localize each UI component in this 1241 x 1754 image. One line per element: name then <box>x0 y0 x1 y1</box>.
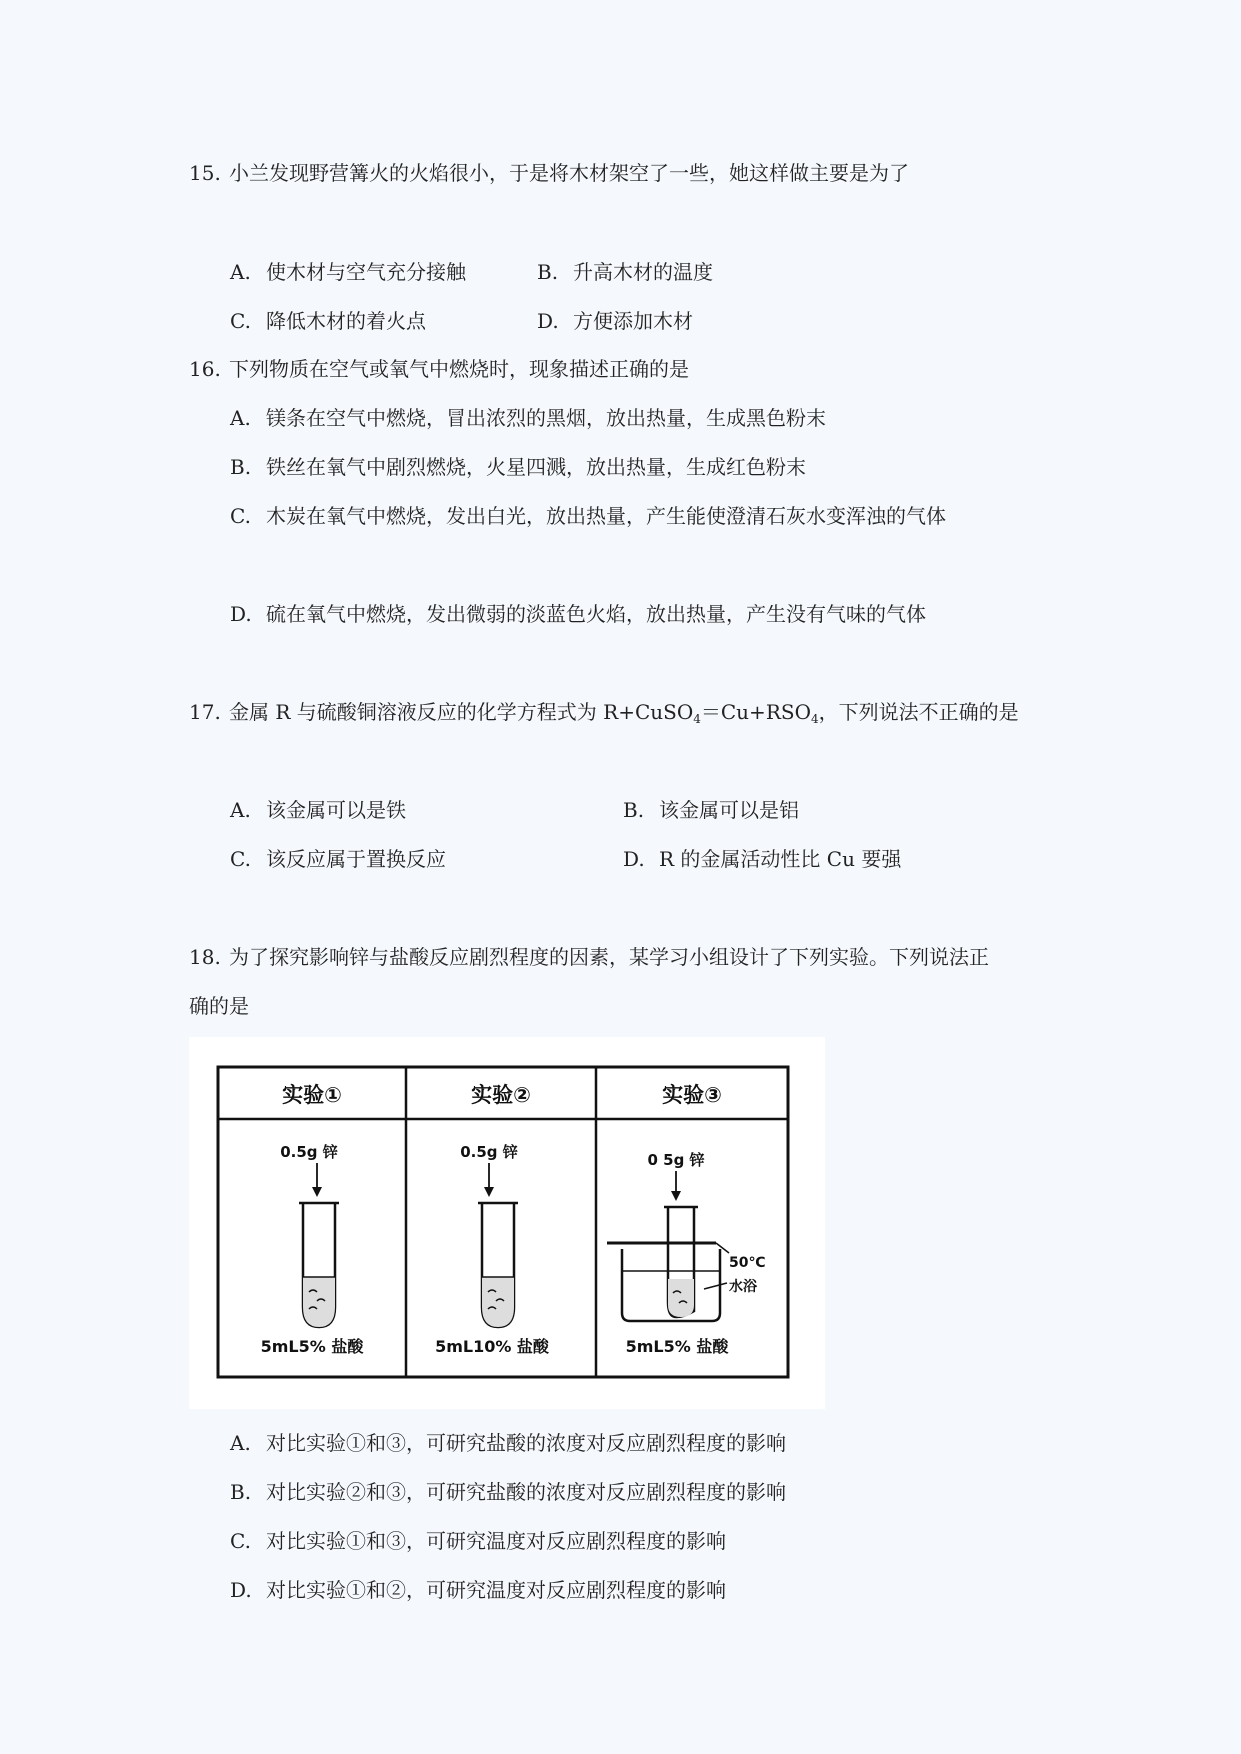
bath-label: 水浴 <box>729 1279 757 1295</box>
zinc-label-2: 0.5g 锌 <box>460 1143 518 1161</box>
option-letter: D. <box>230 1578 252 1602</box>
question-15-stem <box>189 159 909 187</box>
arrow-icon <box>671 1171 681 1201</box>
option-text: 铁丝在氧气中剧烈燃烧，火星四溅，放出热量，生成红色粉末 <box>266 455 806 479</box>
option-letter: A. <box>230 406 251 430</box>
option-letter: C. <box>230 504 251 528</box>
header-experiment-2: 实验② <box>471 1083 531 1107</box>
question-text: ，下列说法不正确的是 <box>818 700 1019 724</box>
q16-option-b <box>230 453 806 481</box>
question-text: 小兰发现野营篝火的火焰很小，于是将木材架空了一些，她这样做主要是为了 <box>229 161 909 185</box>
question-text: 下列物质在空气或氧气中燃烧时，现象描述正确的是 <box>229 357 689 381</box>
q17-option-c <box>230 845 446 873</box>
option-letter: A. <box>230 260 251 284</box>
bath-temperature: 50℃ <box>729 1255 766 1271</box>
q15-option-a <box>230 258 466 286</box>
question-16-stem <box>189 355 689 383</box>
option-letter: B. <box>623 798 645 822</box>
test-tube-icon <box>299 1203 339 1327</box>
option-letter: B. <box>230 455 252 479</box>
question-18-stem-line2: 确的是 <box>189 994 249 1018</box>
acid-label-3: 5mL5% 盐酸 <box>625 1337 729 1356</box>
option-letter: D. <box>623 847 645 871</box>
option-text: 方便添加木材 <box>573 309 693 333</box>
question-text: ＝Cu+RSO <box>700 700 811 724</box>
q16-option-d <box>230 600 926 628</box>
zinc-label-3: 0 5g 锌 <box>647 1151 705 1169</box>
water-bath-icon <box>607 1243 720 1321</box>
acid-label-1: 5mL5% 盐酸 <box>260 1337 364 1356</box>
q17-option-b <box>623 796 799 824</box>
experiment-diagram <box>189 1037 825 1409</box>
test-tube-icon <box>664 1207 698 1317</box>
q18-option-b <box>230 1478 786 1506</box>
option-letter: C. <box>230 309 251 333</box>
option-text: 升高木材的温度 <box>573 260 713 284</box>
q15-option-b <box>537 258 713 286</box>
option-text: 镁条在空气中燃烧，冒出浓烈的黑烟，放出热量，生成黑色粉末 <box>266 406 826 430</box>
q16-option-a <box>230 404 826 432</box>
header-experiment-1: 实验① <box>282 1083 342 1107</box>
option-text: 该金属可以是铁 <box>266 798 406 822</box>
option-letter: D. <box>537 309 559 333</box>
q18-option-d <box>230 1576 726 1604</box>
option-text: 木炭在氧气中燃烧，发出白光，放出热量，产生能使澄清石灰水变浑浊的气体 <box>266 504 946 528</box>
question-text: 为了探究影响锌与盐酸反应剧烈程度的因素，某学习小组设计了下列实验。下列说法正 <box>229 945 989 969</box>
option-letter: A. <box>230 798 251 822</box>
question-number: 16. <box>189 357 221 381</box>
question-text: 金属 R 与硫酸铜溶液反应的化学方程式为 R+CuSO <box>229 700 694 724</box>
question-17-stem <box>189 698 1019 726</box>
arrow-icon <box>484 1163 494 1197</box>
subscript: 4 <box>693 712 701 726</box>
question-18-stem <box>189 943 989 971</box>
arrow-icon <box>312 1163 322 1197</box>
option-letter: C. <box>230 1529 251 1553</box>
option-text: 对比实验①和②，可研究温度对反应剧烈程度的影响 <box>266 1578 726 1602</box>
option-letter: B. <box>537 260 559 284</box>
option-text: 该金属可以是铝 <box>659 798 799 822</box>
q17-option-d <box>623 845 901 873</box>
test-tube-icon <box>478 1203 518 1327</box>
experiment-figure <box>189 1037 825 1409</box>
q15-option-c <box>230 307 426 335</box>
option-text: 该反应属于置换反应 <box>266 847 446 871</box>
option-letter: B. <box>230 1480 252 1504</box>
option-text: R 的金属活动性比 Cu 要强 <box>659 847 902 871</box>
header-experiment-3: 实验③ <box>662 1083 722 1107</box>
q18-option-a <box>230 1429 786 1457</box>
option-letter: A. <box>230 1431 251 1455</box>
question-number: 18. <box>189 945 221 969</box>
q15-option-d <box>537 307 693 335</box>
option-text: 对比实验①和③，可研究温度对反应剧烈程度的影响 <box>266 1529 726 1553</box>
acid-label-2: 5mL10% 盐酸 <box>435 1337 549 1356</box>
option-text: 对比实验①和③，可研究盐酸的浓度对反应剧烈程度的影响 <box>266 1431 786 1455</box>
option-text: 硫在氧气中燃烧，发出微弱的淡蓝色火焰，放出热量，产生没有气味的气体 <box>266 602 926 626</box>
option-text: 使木材与空气充分接触 <box>266 260 466 284</box>
bath-label-pointer <box>704 1283 727 1289</box>
option-text: 降低木材的着火点 <box>266 309 426 333</box>
option-letter: D. <box>230 602 252 626</box>
subscript: 4 <box>810 712 819 726</box>
q16-option-c <box>230 502 946 530</box>
question-number: 17. <box>189 700 221 724</box>
zinc-label-1: 0.5g 锌 <box>280 1143 338 1161</box>
question-number: 15. <box>189 161 221 185</box>
q17-option-a <box>230 796 406 824</box>
option-text: 对比实验②和③，可研究盐酸的浓度对反应剧烈程度的影响 <box>266 1480 786 1504</box>
option-letter: C. <box>230 847 251 871</box>
q18-option-c <box>230 1527 726 1555</box>
bath-temp-pointer <box>716 1243 729 1253</box>
